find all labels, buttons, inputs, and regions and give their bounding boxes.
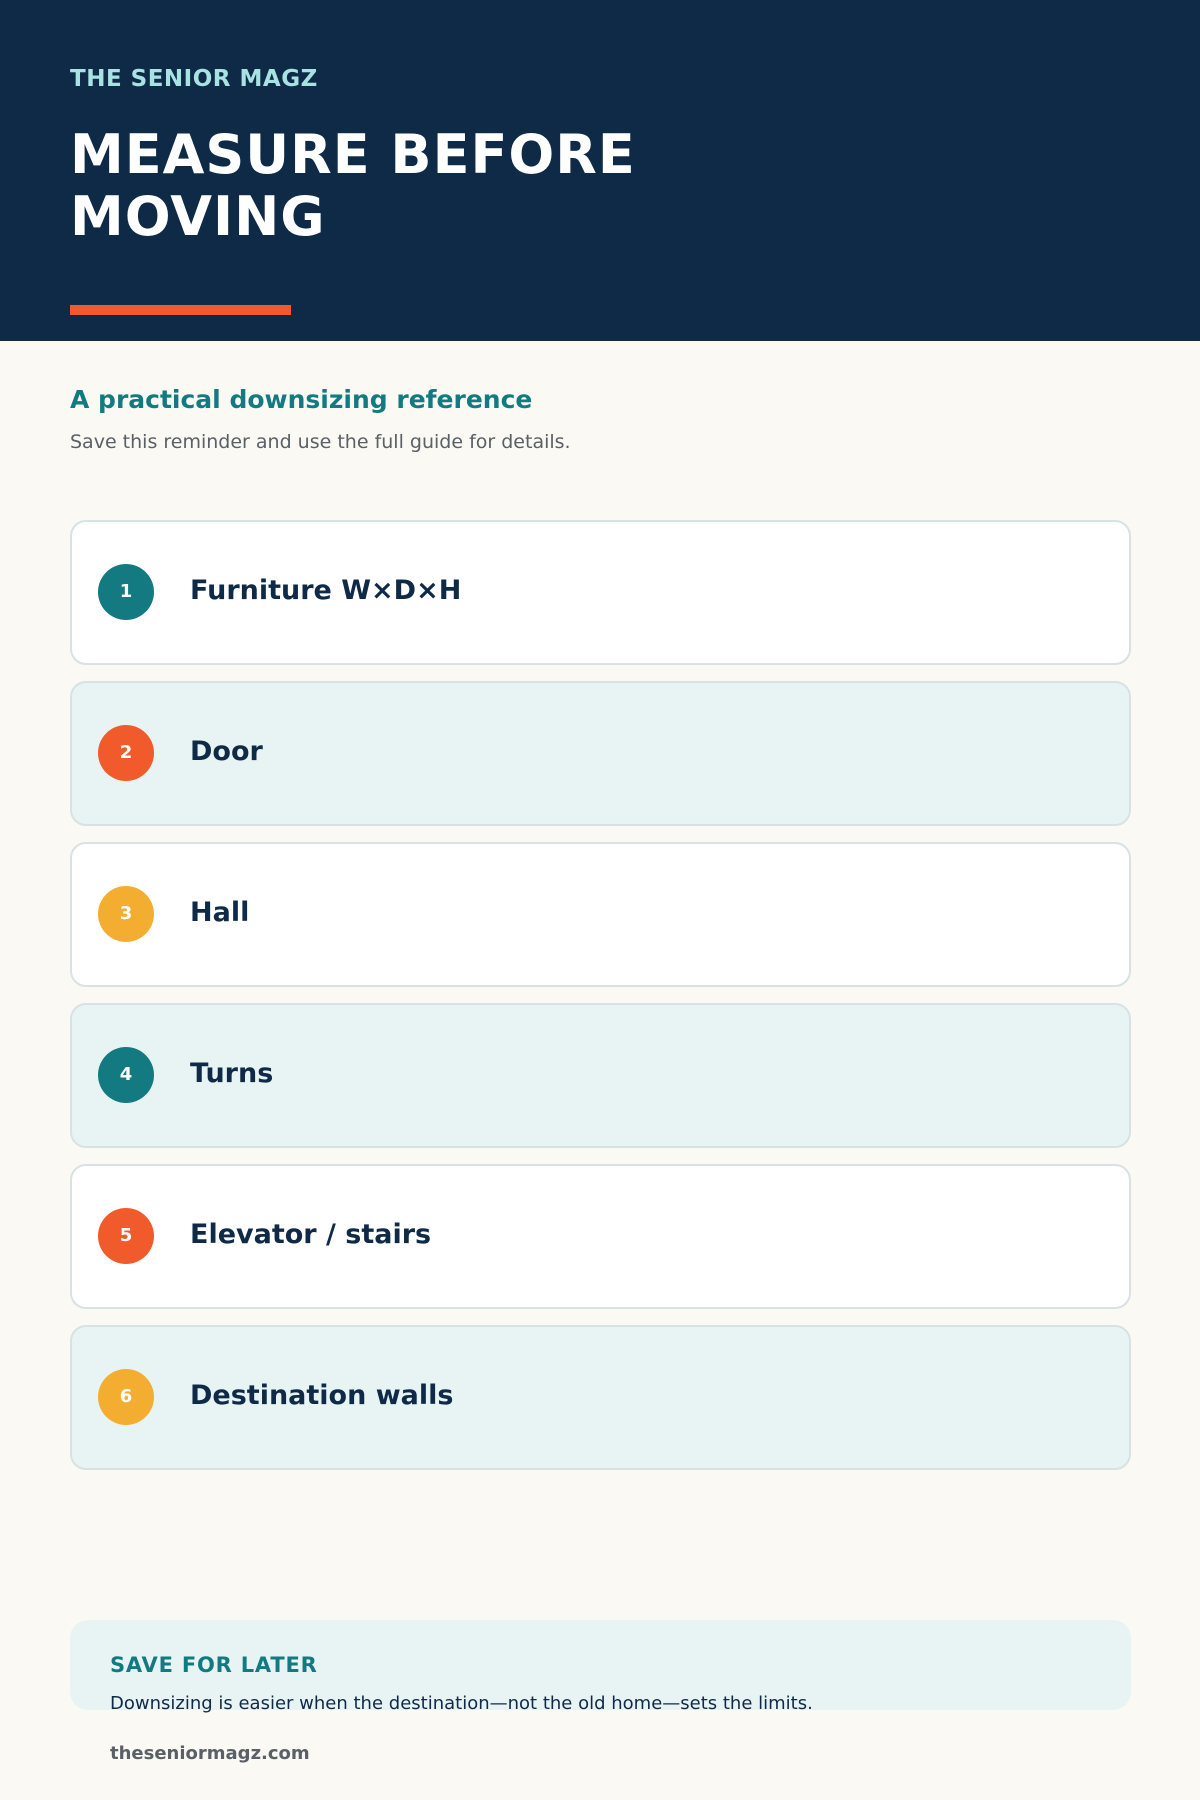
- checklist-item-label: Elevator / stairs: [190, 1219, 432, 1250]
- step-number-badge: 4: [98, 1047, 154, 1103]
- section-subtitle: A practical downsizing reference: [70, 385, 533, 414]
- checklist-item: [70, 1325, 1131, 1470]
- save-for-later-text: Downsizing is easier when the destination—not the old home—sets the limits.: [110, 1693, 813, 1714]
- page-header: [0, 0, 1200, 341]
- checklist-item: [70, 681, 1131, 826]
- title-accent-bar: [70, 305, 291, 315]
- site-url: theseniormagz.com: [110, 1743, 310, 1764]
- brand-name: THE SENIOR MAGZ: [70, 66, 318, 92]
- checklist-item: [70, 520, 1131, 665]
- checklist-item-label: Hall: [190, 897, 250, 928]
- page-title: MEASURE BEFORE MOVING: [70, 123, 636, 248]
- checklist-item: [70, 842, 1131, 987]
- checklist-item-label: Destination walls: [190, 1380, 454, 1411]
- step-number-badge: 6: [98, 1369, 154, 1425]
- intro-text: Save this reminder and use the full guide for details.: [70, 431, 571, 453]
- checklist-item-label: Turns: [190, 1058, 274, 1089]
- step-number-badge: 3: [98, 886, 154, 942]
- save-for-later-heading: SAVE FOR LATER: [110, 1653, 318, 1677]
- checklist-item: [70, 1164, 1131, 1309]
- step-number-badge: 5: [98, 1208, 154, 1264]
- step-number-badge: 1: [98, 564, 154, 620]
- step-number-badge: 2: [98, 725, 154, 781]
- checklist-item-label: Furniture W×D×H: [190, 575, 462, 606]
- checklist-item: [70, 1003, 1131, 1148]
- checklist-item-label: Door: [190, 736, 263, 767]
